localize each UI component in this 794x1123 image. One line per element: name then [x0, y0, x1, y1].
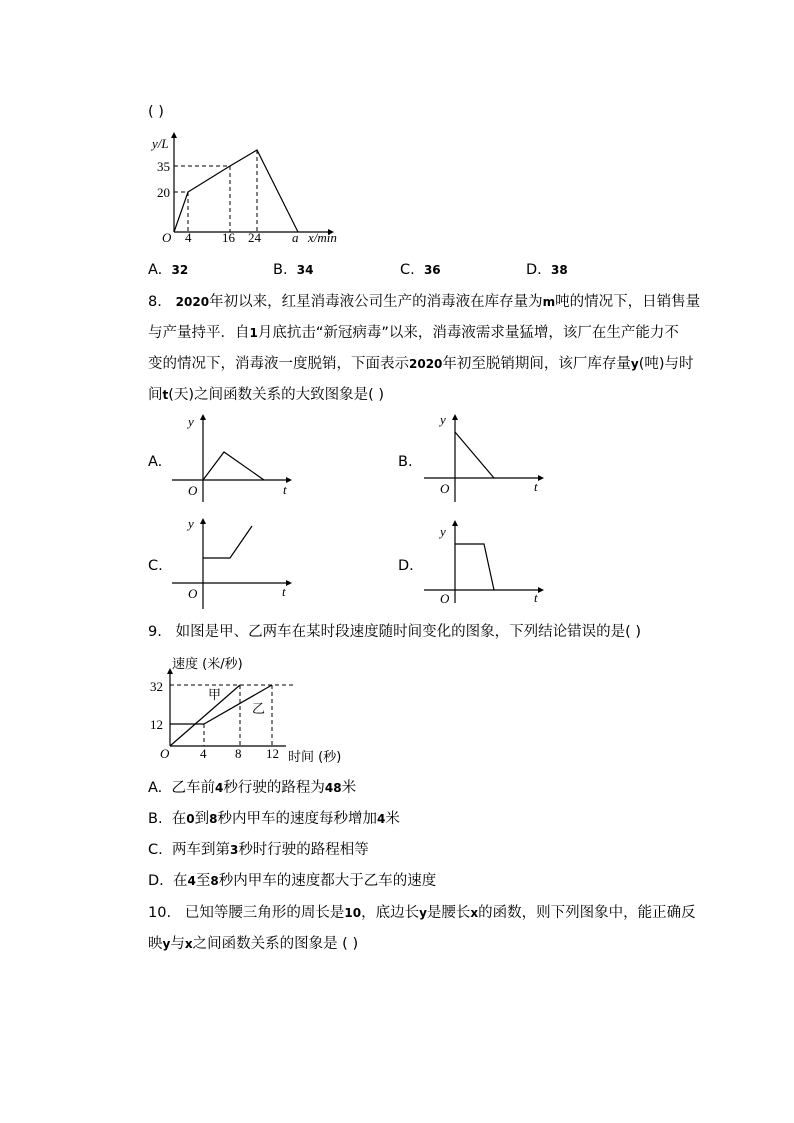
q8-a-origin: O [188, 483, 198, 498]
q8-graph-a[interactable] [172, 410, 302, 505]
q7-y-label: y/L [152, 136, 169, 151]
q7-x-tick-a: a [292, 230, 299, 245]
q8-line-1: 8. 2020年初以来，红星消毒液公司生产的消毒液在库存量为m吨的情况下，日销售量 [148, 294, 701, 310]
q7-x-label: x/min [308, 230, 337, 245]
q7-option-d[interactable]: D. 38 [526, 262, 568, 278]
q7-graph [148, 130, 348, 245]
q8-graph-d[interactable] [424, 514, 554, 604]
q9-stem: 9. 如图是甲、乙两车在某时段速度随时间变化的图象，下列结论错误的是( ) [148, 624, 642, 640]
q10-line-2: 映y与x之间函数关系的图象是 ( ) [148, 936, 359, 952]
q7-answer-bracket: ( ) [148, 104, 164, 120]
q8-b-origin: O [440, 481, 450, 496]
q10-number: 10. [148, 905, 172, 921]
q7-y-tick-20: 20 [157, 185, 170, 200]
q8-option-c-letter[interactable]: C. [148, 558, 163, 574]
q9-number: 9. [148, 624, 162, 640]
q7-option-b[interactable]: B. 34 [273, 262, 314, 278]
q8-number: 8. [148, 294, 162, 310]
q8-line-4: 间t(天)之间函数关系的大致图象是( ) [148, 387, 384, 403]
q9-option-d[interactable]: D. 在4至8秒内甲车的速度都大于乙车的速度 [148, 873, 437, 889]
q8-option-a-letter[interactable]: A. [148, 454, 163, 470]
q8-line-2: 与产量持平．自1月底抗击“新冠病毒”以来，消毒液需求量猛增，该厂在生产能力不 [148, 325, 679, 341]
q9-line-jia [170, 685, 240, 746]
q9-label-yi: 乙 [252, 702, 266, 717]
q7-x-tick-16: 16 [222, 230, 235, 245]
q8-graph-b[interactable] [424, 410, 554, 505]
q8-c-y-label: y [188, 516, 194, 531]
q8-a-x-label: t [283, 482, 287, 497]
q9-x-tick-8: 8 [235, 746, 242, 761]
q7-option-c[interactable]: C. 36 [400, 262, 441, 278]
q8-d-line [455, 544, 494, 590]
q9-origin: O [160, 746, 170, 761]
q9-y-tick-32: 32 [150, 679, 163, 694]
q8-option-d-letter[interactable]: D. [398, 558, 414, 574]
q8-b-y-label: y [440, 412, 446, 427]
q9-label-jia: 甲 [208, 688, 222, 703]
q9-y-tick-12: 12 [150, 717, 163, 732]
q9-option-a[interactable]: A. 乙车前4秒行驶的路程为48米 [148, 780, 357, 796]
q9-y-label: 速度 (米/秒) [172, 657, 243, 672]
q7-x-tick-4: 4 [185, 230, 192, 245]
q8-b-x-label: t [534, 479, 538, 494]
q8-d-x-label: t [534, 590, 538, 605]
q8-b-line [455, 432, 494, 478]
q8-c-line [203, 526, 252, 558]
q8-c-x-label: t [282, 584, 286, 599]
q8-a-line [203, 452, 264, 480]
q7-x-tick-24: 24 [248, 230, 261, 245]
q8-line-3: 变的情况下，消毒液一度脱销，下面表示2020年初至脱销期间，该厂库存量y(吨)与时 [148, 356, 694, 372]
q7-origin: O [162, 230, 172, 245]
q9-option-b[interactable]: B. 在0到8秒内甲车的速度每秒增加4米 [148, 811, 400, 827]
q8-d-origin: O [440, 591, 450, 606]
q9-option-c[interactable]: C. 两车到第3秒时行驶的路程相等 [148, 842, 369, 858]
q8-a-y-label: y [188, 414, 194, 429]
q8-graph-c[interactable] [172, 514, 302, 614]
q10-line-1: 10. 已知等腰三角形的周长是10，底边长y是腰长x的函数，则下列图象中，能正确反 [148, 905, 696, 921]
q7-graph-line [174, 150, 298, 232]
q7-y-tick-35: 35 [157, 159, 170, 174]
q8-d-y-label: y [440, 524, 446, 539]
q7-option-a[interactable]: A. 32 [148, 262, 189, 278]
q9-x-label: 时间 (秒) [288, 750, 342, 765]
q9-graph [148, 650, 358, 770]
q8-c-origin: O [188, 586, 198, 601]
q8-option-b-letter[interactable]: B. [398, 454, 413, 470]
q9-x-tick-12: 12 [266, 746, 279, 761]
q9-x-tick-4: 4 [200, 746, 207, 761]
